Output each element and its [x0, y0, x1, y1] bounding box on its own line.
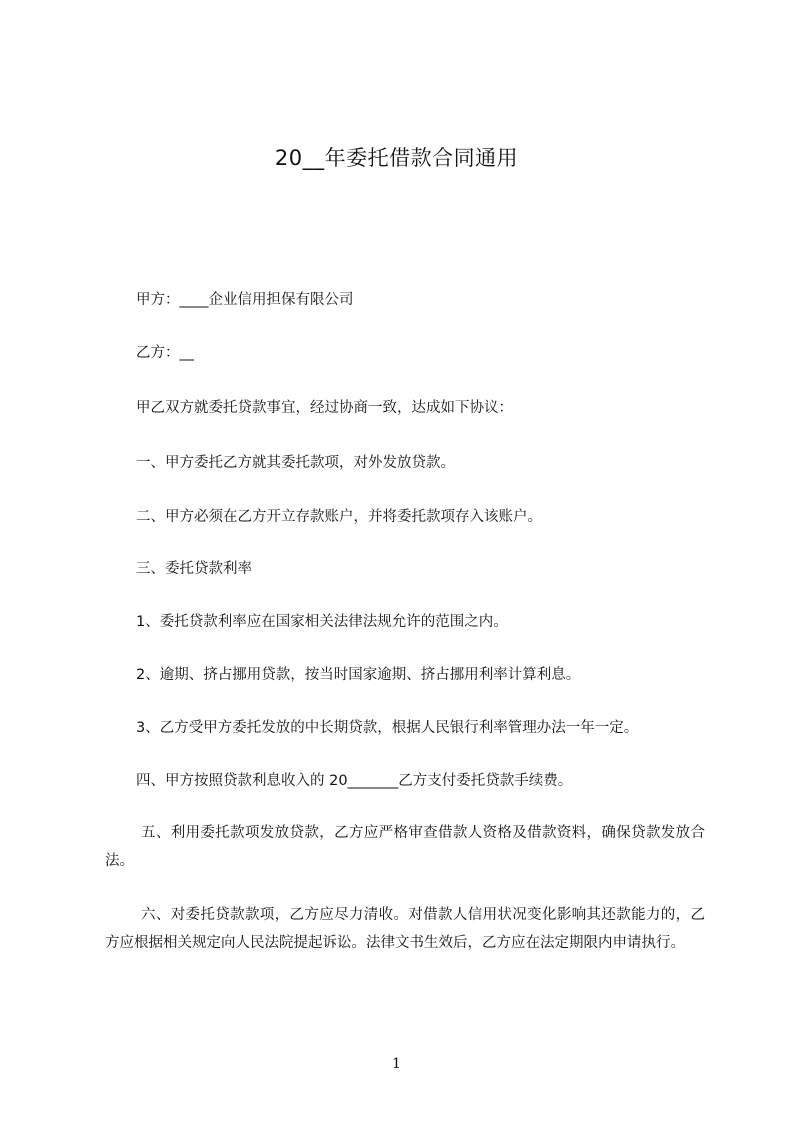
clause-1: 一、甲方委托乙方就其委托款项，对外发放贷款。 [136, 455, 455, 471]
party-a-line: 甲方：____企业信用担保有限公司 [136, 292, 354, 308]
clause-5: 五、利用委托款项发放贷款，乙方应严格审查借款人资格及借款资料，确保贷款发放合法。 [105, 825, 705, 869]
clause-2: 二、甲方必须在乙方开立存款账户，并将委托款项存入该账户。 [136, 509, 542, 525]
document-title: 20__年委托借款合同通用 [274, 146, 519, 170]
clause-3-heading: 三、委托贷款利率 [136, 561, 252, 577]
clause-3-item-1: 1、委托贷款利率应在国家相关法律法规允许的范围之内。 [136, 614, 508, 630]
clause-4: 四、甲方按照贷款利息收入的 20_______乙方支付委托贷款手续费。 [136, 773, 573, 789]
clause-3-item-2: 2、逾期、挤占挪用贷款，按当时国家逾期、挤占挪用利率计算利息。 [136, 667, 581, 683]
page-number: 1 [392, 1056, 401, 1072]
party-b-line: 乙方：__ [136, 345, 194, 361]
clause-3-item-3: 3、乙方受甲方委托发放的中长期贷款，根据人民银行利率管理办法一年一定。 [136, 720, 639, 736]
clause-6: 六、对委托贷款款项，乙方应尽力清收。对借款人信用状况变化影响其还款能力的，乙方应根据相关规定向人民法院提起诉讼。法律文书生效后，乙方应在法定期限内申请执行。 [105, 907, 705, 951]
preamble-text: 甲乙双方就委托贷款事宜，经过协商一致，达成如下协议： [136, 400, 513, 416]
